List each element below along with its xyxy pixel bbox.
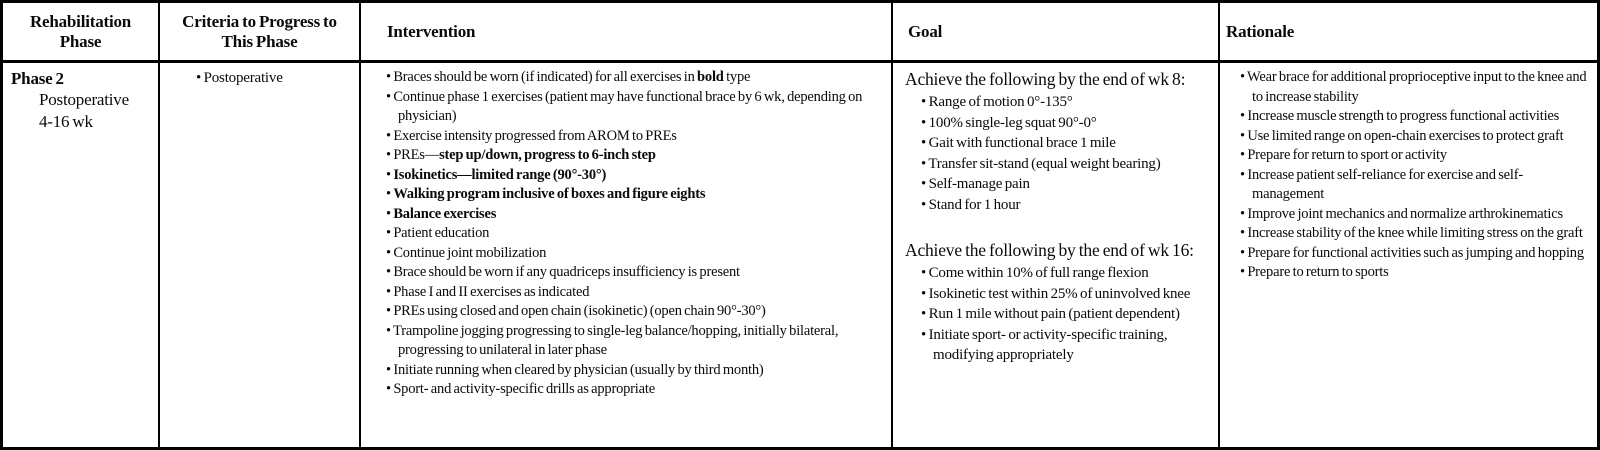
bullet-item	[1240, 68, 1592, 107]
bullet-item	[921, 284, 1214, 305]
bullet-item	[921, 263, 1214, 284]
bullet-item	[921, 92, 1214, 113]
bullet-text: Improve joint mechanics and normalize arthrokinematics	[1247, 205, 1563, 222]
bullet-text: Continue joint mobilization	[393, 244, 547, 261]
bullet-text-bold: Balance exercises	[393, 205, 497, 222]
bullet-text: Transfer sit-stand (equal weight bearing)	[928, 155, 1161, 172]
goal-group-wk16	[905, 239, 1214, 366]
bullet-icon: •	[386, 205, 394, 222]
header-rationale	[1220, 3, 1597, 63]
bullet-icon: •	[386, 186, 394, 202]
bullet-text: Prepare to return to sports	[1247, 264, 1389, 280]
goal-group-wk8	[905, 68, 1214, 215]
bullet-text: Initiate running when cleared by physician (usually by third month)	[393, 361, 764, 378]
bullet-text: Wear brace for additional proprioceptive input to the knee and to increase stability	[1247, 69, 1587, 105]
bullet-item	[921, 304, 1214, 325]
bullet-icon: •	[1240, 205, 1248, 222]
bullet-icon: •	[1240, 127, 1248, 144]
header-intervention	[361, 3, 893, 63]
bullet-text: Self-manage pain	[928, 176, 1030, 192]
bullet-icon: •	[921, 196, 929, 213]
bullet-text: Isokinetic test within 25% of uninvolved knee	[928, 285, 1191, 302]
bullet-text-bold: bold	[697, 69, 724, 85]
phase-subtitle-line-1: Postoperative	[39, 90, 129, 110]
bullet-icon: •	[1240, 264, 1248, 280]
bullet-item	[386, 302, 886, 322]
bullet-item	[921, 195, 1214, 216]
bullet-icon: •	[386, 244, 394, 261]
bullet-text: Increase muscle strength to progress functional activities	[1247, 108, 1560, 124]
bullet-icon: •	[921, 155, 929, 172]
bullet-item	[386, 146, 886, 166]
goal-list-wk8	[905, 92, 1214, 215]
cell-goal	[893, 63, 1220, 447]
bullet-item	[921, 133, 1214, 154]
bullet-text: Exercise intensity progressed from AROM to PREs	[393, 127, 677, 144]
phase-title: Phase 2	[11, 69, 64, 88]
bullet-text: Run 1 mile without pain (patient dependent)	[928, 306, 1180, 322]
bullet-item	[386, 127, 886, 147]
bullet-item	[1240, 263, 1592, 283]
bullet-item	[386, 205, 886, 225]
bullet-icon: •	[1240, 166, 1248, 183]
bullet-item	[386, 263, 886, 283]
goal-heading-wk16: Achieve the following by the end of wk 16:	[905, 240, 1194, 260]
bullet-icon: •	[386, 361, 394, 378]
bullet-text-bold: Walking program inclusive of boxes and figure eights	[393, 186, 706, 202]
bullet-icon: •	[386, 381, 394, 397]
bullet-text: Postoperative	[203, 70, 283, 86]
bullet-icon: •	[386, 303, 394, 319]
bullet-item	[921, 174, 1214, 195]
bullet-icon: •	[921, 176, 929, 192]
bullet-text: type	[723, 69, 751, 85]
cell-rationale	[1220, 63, 1597, 447]
bullet-item	[1240, 146, 1592, 166]
bullet-icon: •	[386, 69, 394, 85]
cell-criteria-to-progress	[160, 63, 361, 447]
bullet-text: Phase I and II exercises as indicated	[393, 283, 590, 300]
bullet-icon: •	[1240, 244, 1248, 261]
bullet-icon: •	[196, 70, 204, 86]
bullet-icon: •	[1240, 69, 1248, 85]
bullet-item	[921, 325, 1214, 366]
cell-rehabilitation-phase	[3, 63, 160, 447]
bullet-text: Trampoline jogging progressing to single-leg balance/hopping, initially bilateral, progressing to unilateral in later phase	[393, 322, 839, 358]
bullet-item	[386, 244, 886, 264]
bullet-item	[386, 361, 886, 381]
bullet-item	[386, 380, 886, 400]
bullet-icon: •	[386, 283, 394, 300]
bullet-text: Sport- and activity-specific drills as appropriate	[393, 381, 655, 397]
bullet-item	[386, 166, 886, 186]
bullet-icon: •	[1240, 225, 1248, 241]
bullet-icon: •	[921, 94, 929, 110]
bullet-icon: •	[921, 306, 929, 322]
bullet-item	[386, 185, 886, 205]
bullet-text: Braces should be worn (if indicated) for all exercises in	[393, 69, 698, 85]
cell-intervention	[361, 63, 893, 447]
bullet-item	[386, 322, 886, 361]
bullet-icon: •	[386, 88, 394, 105]
bullet-item	[386, 283, 886, 303]
bullet-text: Use limited range on open-chain exercises to protect graft	[1247, 127, 1564, 144]
bullet-text: Brace should be worn if any quadriceps insufficiency is present	[393, 264, 740, 280]
bullet-item	[386, 68, 886, 88]
header-criteria-to-progress	[160, 3, 361, 63]
intervention-list	[386, 68, 886, 400]
bullet-text-bold: Isokinetics—limited range (90°-30°)	[393, 166, 607, 183]
bullet-item	[921, 154, 1214, 175]
header-label: Criteria to Progress to This Phase	[182, 12, 337, 51]
bullet-item	[1240, 244, 1592, 264]
bullet-text: PREs using closed and open chain (isokinetic) (open chain 90°-30°)	[393, 303, 766, 319]
bullet-icon: •	[386, 264, 394, 280]
bullet-item	[1240, 127, 1592, 147]
bullet-text: Range of motion 0°-135°	[928, 94, 1073, 110]
rationale-list	[1240, 68, 1592, 283]
bullet-text: Gait with functional brace 1 mile	[928, 135, 1116, 151]
bullet-text-bold: step up/down, progress to 6-inch step	[439, 147, 656, 163]
bullet-icon: •	[921, 135, 929, 151]
goal-list-wk16	[905, 263, 1214, 366]
bullet-icon: •	[386, 322, 394, 339]
header-label: Intervention	[387, 21, 476, 41]
bullet-text: Increase patient self-reliance for exercise and self-management	[1247, 166, 1523, 202]
bullet-text: Increase stability of the knee while limiting stress on the graft	[1247, 225, 1583, 241]
bullet-icon: •	[386, 147, 394, 163]
header-label: Rehabilitation Phase	[29, 12, 132, 51]
phase-subtitle-line-2: 4-16 wk	[39, 111, 93, 131]
bullet-icon: •	[921, 114, 929, 131]
bullet-icon: •	[921, 285, 929, 302]
header-label: Goal	[908, 21, 943, 41]
bullet-item	[386, 224, 886, 244]
bullet-item	[921, 113, 1214, 134]
bullet-icon: •	[386, 127, 394, 144]
bullet-item	[386, 88, 886, 127]
bullet-item	[1240, 166, 1592, 205]
bullet-text: Patient education	[393, 225, 490, 241]
header-rehabilitation-phase	[3, 3, 160, 63]
bullet-text: 100% single-leg squat 90°-0°	[928, 114, 1097, 131]
bullet-icon: •	[1240, 147, 1248, 163]
bullet-text: Continue phase 1 exercises (patient may have functional brace by 6 wk, depending on physician)	[393, 88, 863, 124]
bullet-item	[1240, 107, 1592, 127]
bullet-icon: •	[921, 326, 929, 343]
bullet-text: Prepare for functional activities such as jumping and hopping	[1247, 244, 1584, 261]
bullet-icon: •	[386, 225, 394, 241]
bullet-icon: •	[1240, 108, 1248, 124]
bullet-item	[1240, 205, 1592, 225]
bullet-icon: •	[386, 166, 394, 183]
bullet-text: Prepare for return to sport or activity	[1247, 147, 1447, 163]
bullet-item	[1240, 224, 1592, 244]
bullet-text: PREs—	[393, 147, 440, 163]
criteria-list	[196, 68, 353, 88]
goal-heading-wk8: Achieve the following by the end of wk 8:	[905, 69, 1186, 89]
bullet-text: Initiate sport- or activity-specific training, modifying appropriately	[928, 326, 1168, 363]
header-label: Rationale	[1226, 21, 1295, 41]
bullet-item	[196, 68, 353, 88]
header-goal	[893, 3, 1220, 63]
bullet-icon: •	[921, 265, 929, 281]
bullet-text: Stand for 1 hour	[928, 196, 1021, 213]
bullet-text: Come within 10% of full range flexion	[928, 265, 1149, 281]
